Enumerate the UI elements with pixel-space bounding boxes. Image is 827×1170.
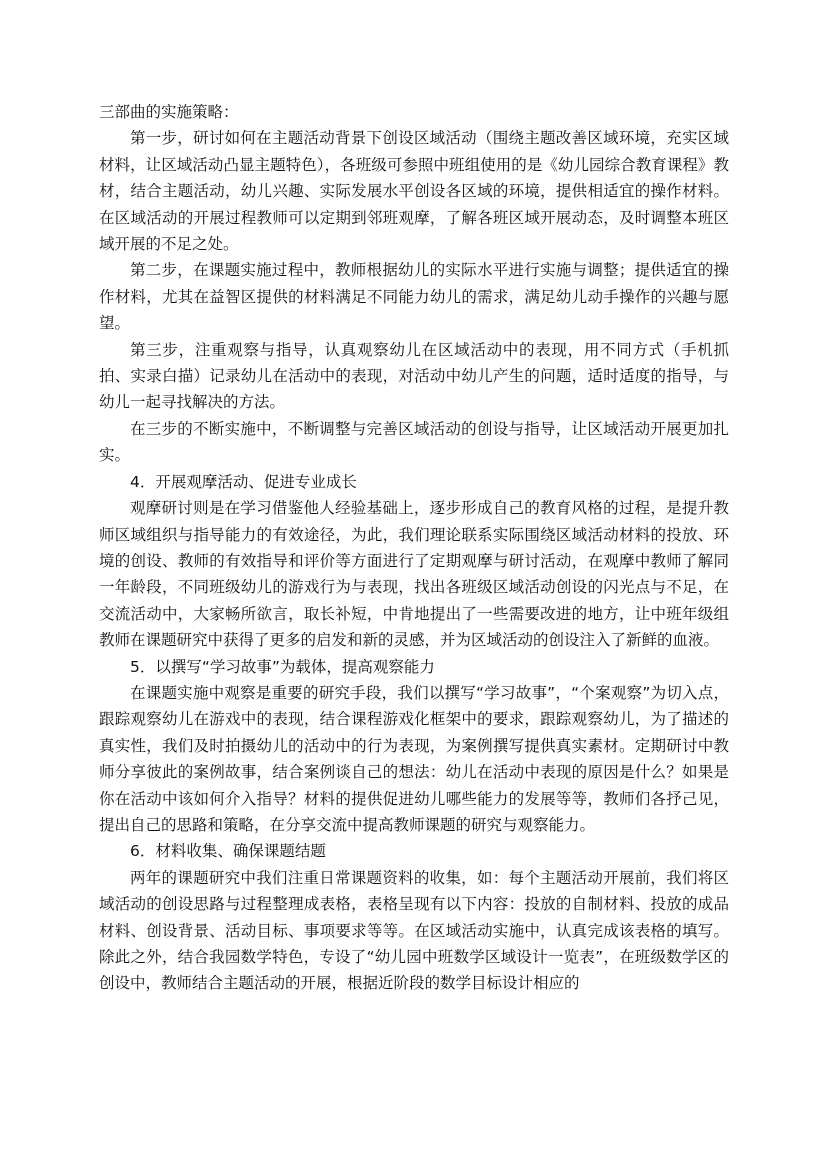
paragraph-summary: 在三步的不断实施中，不断调整与完善区域活动的创设与指导，让区域活动开展更加扎实。 [99, 419, 729, 465]
paragraph-observation-seminar: 观摩研讨则是在学习借鉴他人经验基础上，逐步形成自己的教育风格的过程，是提升教师区域组织与指导能力的有效途径，为此，我们理论联系实际围绕区域活动材料的投放、环境的创设、教师的有效指导和评价等方面进行了定期观摩与研讨活动，在观摩中教师了解同一年龄段，不同班级幼儿的游戏行为与表现，找出各班级区域活动创设的闪光点与不足，在交流活动中，大家畅所欲言，取长补短，中肯地提出了一些需要改进的地方，让中班年级组教师在课题研究中获得了更多的启发和新的灵感，并为区域活动的创设注入了新鲜的血液。 [99, 499, 729, 650]
paragraph-material-collection: 两年的课题研究中我们注重日常课题资料的收集，如：每个主题活动开展前，我们将区域活动的创设思路与过程整理成表格，表格呈现有以下内容：投放的自制材料、投放的成品材料、创设背景、活动目标、事项要求等等。在区域活动实施中，认真完成该表格的填写。除此之外，结合我园数学特色，专设了“幼儿园中班数学区域设计一览表”，在班级数学区的创设中，教师结合主题活动的开展，根据近阶段的数学目标设计相应的 [99, 868, 729, 993]
paragraph-step-three: 第三步，注重观察与指导，认真观察幼儿在区域活动中的表现，用不同方式（手机抓拍、实录白描）记录幼儿在活动中的表现，对活动中幼儿产生的问题，适时适度的指导，与幼儿一起寻找解决的方法。 [99, 340, 729, 412]
section-heading-5: 5．以撰写“学习故事”为载体，提高观察能力 [130, 657, 435, 676]
paragraph-intro: 三部曲的实施策略： [99, 103, 239, 121]
paragraph-step-two: 第二步，在课题实施过程中，教师根据幼儿的实际水平进行实施与调整；提供适宜的操作材料，尤其在益智区提供的材料满足不同能力幼儿的需求，满足幼儿动手操作的兴趣与愿望。 [99, 261, 729, 333]
paragraph-learning-stories: 在课题实施中观察是重要的研究手段，我们以撰写“学习故事”，“个案观察”为切入点，跟踪观察幼儿在游戏中的表现，结合课程游戏化框架中的要求，跟踪观察幼儿，为了描述的真实性，我们及时拍摄幼儿的活动中的行为表现，为案例撰写提供真实素材。定期研讨中教师分享彼此的案例故事，结合案例谈自己的想法：幼儿在活动中表现的原因是什么？如果是你在活动中该如何介入指导？材料的提供促进幼儿哪些能力的发展等等，教师们各抒己见，提出自己的思路和策略，在分享交流中提高教师课题的研究与观察能力。 [99, 683, 729, 834]
document-page [99, 99, 729, 997]
section-heading-4: 4．开展观摩活动、促进专业成长 [130, 472, 357, 491]
section-heading-6: 6．材料收集、确保课题结题 [130, 842, 326, 861]
paragraph-step-one: 第一步，研讨如何在主题活动背景下创设区域活动（围绕主题改善区域环境，充实区域材料，让区域活动凸显主题特色），各班级可参照中班组使用的是《幼儿园综合教育课程》教材，结合主题活动，幼儿兴趣、实际发展水平创设各区域的环境，提供相适宜的操作材料。在区域活动的开展过程教师可以定期到邻班观摩，了解各班区域开展动态，及时调整本班区域开展的不足之处。 [99, 129, 729, 254]
